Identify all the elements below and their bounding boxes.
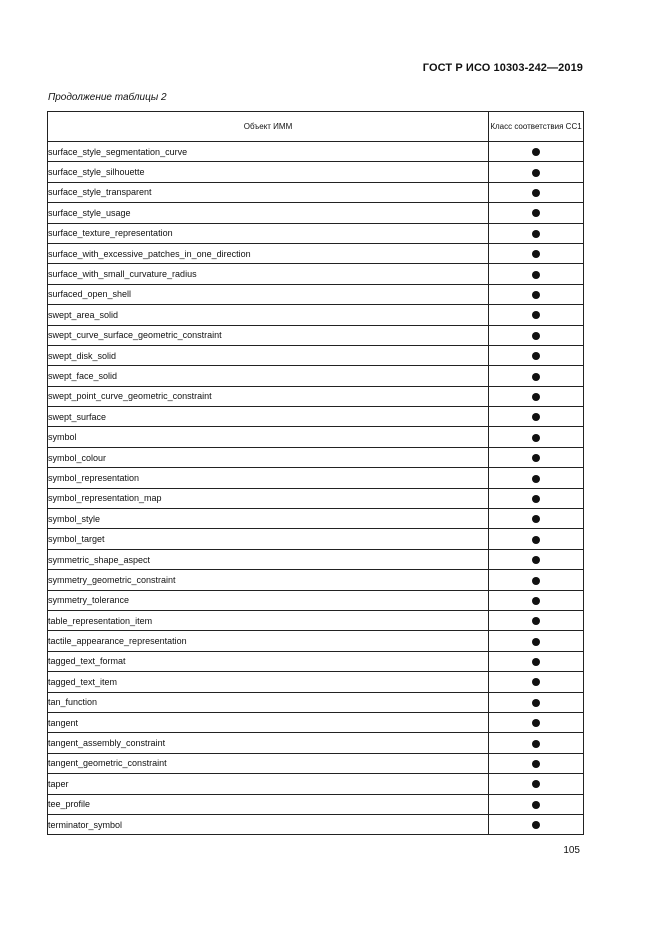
object-name-cell: surface_texture_representation [48,223,489,243]
filled-circle-icon [532,373,540,381]
filled-circle-icon [532,271,540,279]
conformance-mark-cell [489,243,584,263]
filled-circle-icon [532,169,540,177]
filled-circle-icon [532,658,540,666]
object-name-cell: symmetric_shape_aspect [48,549,489,569]
conformance-mark-cell [489,610,584,630]
table-row [48,570,584,590]
conformance-mark-cell [489,203,584,223]
table-row [48,509,584,529]
table-row [48,468,584,488]
filled-circle-icon [532,740,540,748]
object-name-cell: symbol_target [48,529,489,549]
table-row [48,814,584,834]
object-name-cell: swept_disk_solid [48,345,489,365]
conformance-mark-cell [489,386,584,406]
object-name-cell: tangent_geometric_constraint [48,753,489,773]
conformance-mark-cell [489,488,584,508]
table-row [48,223,584,243]
table-row [48,488,584,508]
object-name-cell: symbol_representation [48,468,489,488]
table-row [48,753,584,773]
filled-circle-icon [532,475,540,483]
object-name-cell: symmetry_tolerance [48,590,489,610]
object-name-cell: swept_face_solid [48,366,489,386]
conformance-mark-cell [489,733,584,753]
table-header-row [48,112,584,142]
object-name-cell: terminator_symbol [48,814,489,834]
column-header-object: Объект ИММ [48,112,489,142]
conformance-mark-cell [489,162,584,182]
table-row [48,610,584,630]
filled-circle-icon [532,556,540,564]
filled-circle-icon [532,821,540,829]
object-name-cell: swept_curve_surface_geometric_constraint [48,325,489,345]
filled-circle-icon [532,495,540,503]
filled-circle-icon [532,413,540,421]
table-row [48,325,584,345]
conformance-mark-cell [489,468,584,488]
object-name-cell: symbol [48,427,489,447]
conformance-table [47,111,584,835]
filled-circle-icon [532,148,540,156]
conformance-mark-cell [489,427,584,447]
filled-circle-icon [532,577,540,585]
object-name-cell: surface_style_transparent [48,182,489,202]
document-code: ГОСТ Р ИСО 10303-242—2019 [422,62,583,74]
conformance-mark-cell [489,692,584,712]
conformance-mark-cell [489,284,584,304]
conformance-mark-cell [489,407,584,427]
object-name-cell: symbol_representation_map [48,488,489,508]
conformance-mark-cell [489,447,584,467]
filled-circle-icon [532,638,540,646]
conformance-mark-cell [489,712,584,732]
conformance-mark-cell [489,366,584,386]
conformance-mark-cell [489,794,584,814]
object-name-cell: swept_area_solid [48,305,489,325]
column-header-class: Класс соответствия CC1 [489,112,584,142]
table-row [48,386,584,406]
conformance-mark-cell [489,529,584,549]
table-row [48,366,584,386]
conformance-mark-cell [489,264,584,284]
filled-circle-icon [532,291,540,299]
filled-circle-icon [532,189,540,197]
table-row [48,672,584,692]
filled-circle-icon [532,311,540,319]
object-name-cell: swept_surface [48,407,489,427]
object-name-cell: surface_style_usage [48,203,489,223]
filled-circle-icon [532,536,540,544]
object-name-cell: swept_point_curve_geometric_constraint [48,386,489,406]
conformance-mark-cell [489,570,584,590]
conformance-mark-cell [489,509,584,529]
conformance-mark-cell [489,672,584,692]
object-name-cell: tan_function [48,692,489,712]
table-row [48,712,584,732]
conformance-mark-cell [489,325,584,345]
object-name-cell: surfaced_open_shell [48,284,489,304]
object-name-cell: tangent [48,712,489,732]
filled-circle-icon [532,434,540,442]
filled-circle-icon [532,393,540,401]
table-row [48,305,584,325]
filled-circle-icon [532,617,540,625]
filled-circle-icon [532,209,540,217]
filled-circle-icon [532,250,540,258]
object-name-cell: surface_with_excessive_patches_in_one_direction [48,243,489,263]
conformance-mark-cell [489,631,584,651]
object-name-cell: surface_with_small_curvature_radius [48,264,489,284]
table-row [48,243,584,263]
table-row [48,203,584,223]
table-body [48,142,584,835]
table-caption: Продолжение таблицы 2 [48,92,167,103]
conformance-mark-cell [489,142,584,162]
table-row [48,774,584,794]
conformance-mark-cell [489,651,584,671]
table-row [48,427,584,447]
table-row [48,590,584,610]
table-row [48,529,584,549]
object-name-cell: tactile_appearance_representation [48,631,489,651]
object-name-cell: symbol_colour [48,447,489,467]
table-row [48,407,584,427]
filled-circle-icon [532,801,540,809]
page-number: 105 [563,845,580,856]
table-row [48,631,584,651]
object-name-cell: tagged_text_item [48,672,489,692]
object-name-cell: surface_style_segmentation_curve [48,142,489,162]
conformance-mark-cell [489,305,584,325]
table-row [48,651,584,671]
conformance-mark-cell [489,753,584,773]
object-name-cell: tagged_text_format [48,651,489,671]
conformance-mark-cell [489,549,584,569]
filled-circle-icon [532,454,540,462]
object-name-cell: tangent_assembly_constraint [48,733,489,753]
object-name-cell: table_representation_item [48,610,489,630]
table-row [48,733,584,753]
filled-circle-icon [532,760,540,768]
filled-circle-icon [532,515,540,523]
table-row [48,182,584,202]
conformance-mark-cell [489,814,584,834]
conformance-mark-cell [489,182,584,202]
filled-circle-icon [532,719,540,727]
table-row [48,692,584,712]
filled-circle-icon [532,678,540,686]
conformance-mark-cell [489,223,584,243]
filled-circle-icon [532,230,540,238]
object-name-cell: taper [48,774,489,794]
object-name-cell: tee_profile [48,794,489,814]
table-row [48,794,584,814]
table-row [48,345,584,365]
table-row [48,284,584,304]
filled-circle-icon [532,780,540,788]
conformance-mark-cell [489,345,584,365]
object-name-cell: symmetry_geometric_constraint [48,570,489,590]
table-row [48,447,584,467]
table-row [48,264,584,284]
filled-circle-icon [532,352,540,360]
conformance-mark-cell [489,590,584,610]
table-row [48,549,584,569]
table-row [48,142,584,162]
filled-circle-icon [532,699,540,707]
conformance-mark-cell [489,774,584,794]
filled-circle-icon [532,332,540,340]
object-name-cell: surface_style_silhouette [48,162,489,182]
table-row [48,162,584,182]
object-name-cell: symbol_style [48,509,489,529]
filled-circle-icon [532,597,540,605]
